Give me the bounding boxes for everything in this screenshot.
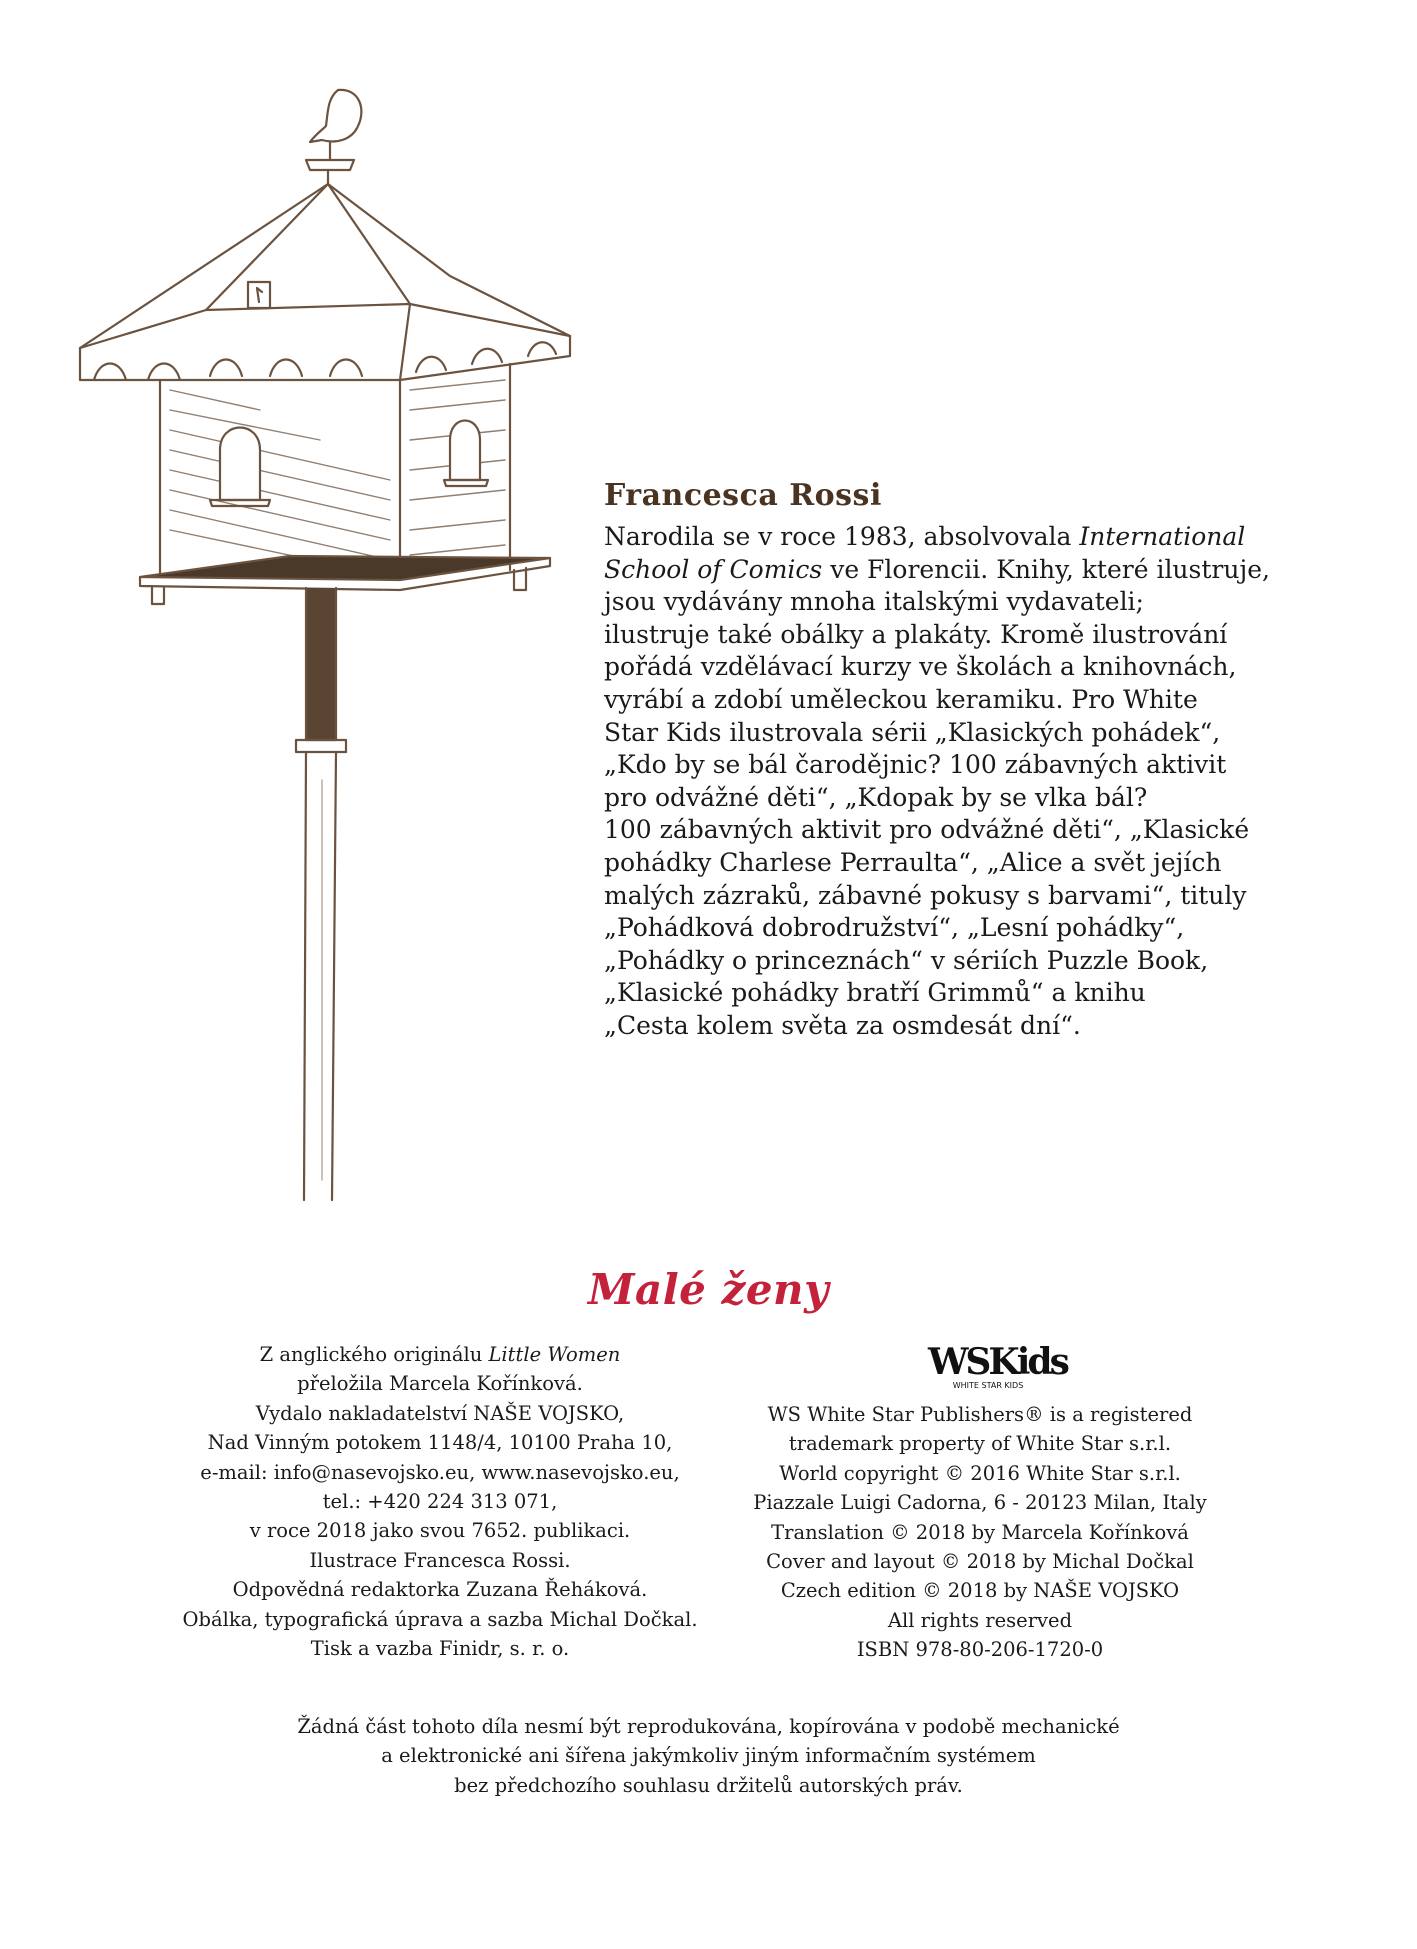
bio-line [604, 521, 1244, 554]
bio-text-segment: pohádky Charlese Perraulta“, „Alice a svět jejích [604, 847, 1222, 877]
bio-line [604, 684, 1244, 717]
bio-text-segment: ilustruje také obálky a plakáty. Kromě ilustrování [604, 619, 1228, 649]
bio-line [604, 880, 1247, 913]
colophon-line: Tisk a vazba Finidr, s. r. o. [310, 1637, 570, 1661]
notice-line: bez předchozího souhlasu držitelů autorských práv. [454, 1773, 963, 1797]
colophon-line: Obálka, typografická úprava a sazba Michal Dočkal. [182, 1607, 698, 1631]
colophon-line: v roce 2018 jako svou 7652. publikaci. [249, 1519, 631, 1543]
bio-text-segment: Star Kids ilustrovala sérii „Klasických pohádek“, [604, 717, 1221, 747]
author-name: Francesca Rossi [604, 478, 882, 513]
bio-text-segment: ve Florencii. Knihy, které ilustruje, [822, 554, 1270, 584]
colophon-line: World copyright © 2016 White Star s.r.l. [779, 1461, 1181, 1485]
bio-text-segment: jsou vydávány mnoha italskými vydavateli; [604, 587, 1144, 617]
colophon-line: přeložila Marcela Kořínková. [297, 1372, 583, 1396]
colophon-line: trademark property of White Star s.r.l. [788, 1432, 1172, 1456]
colophon-line: Cover and layout © 2018 by Michal Dočkal [766, 1550, 1194, 1574]
colophon-line: e-mail: info@nasevojsko.eu, www.nasevojsko.eu, [200, 1460, 680, 1484]
colophon-line: Vydalo nakladatelství NAŠE VOJSKO, [255, 1401, 625, 1425]
bio-line [604, 586, 1244, 619]
colophon-line: Piazzale Luigi Cadorna, 6 - 20123 Milan, Italy [753, 1491, 1207, 1515]
bio-text-segment: 100 zábavných aktivit pro odvážné děti“, „Klasické [604, 815, 1250, 845]
colophon-line: Nad Vinným potokem 1148/4, 10100 Praha 10, [207, 1431, 673, 1455]
colophon-line: Odpovědná redaktorka Zuzana Řeháková. [232, 1578, 648, 1602]
colophon-international [720, 1400, 1240, 1665]
bio-line [604, 554, 1270, 587]
ws-kids-logo-icon [928, 1338, 1067, 1390]
birdhouse-illustration-icon [60, 80, 580, 1210]
notice-line: Žádná část tohoto díla nesmí být reprodukována, kopírována v podobě mechanické [297, 1715, 1120, 1738]
original-title-prefix: Z anglického originálu [259, 1343, 489, 1366]
bio-text-segment: „Pohádková dobrodružství“, „Lesní pohádky“, [604, 913, 1185, 943]
colophon-line: Ilustrace Francesca Rossi. [309, 1548, 571, 1572]
colophon-line: tel.: +420 224 313 071, [322, 1490, 558, 1514]
bio-line [604, 912, 1244, 945]
bio-text-segment: Narodila se v roce 1983, absolvovala [604, 522, 1080, 551]
bio-line [604, 945, 1244, 978]
copyright-notice [0, 1712, 1417, 1800]
logo-main-text: WSKids [928, 1341, 1067, 1383]
bio-text-segment: pro odvážné děti“, „Kdopak by se vlka bál? [604, 782, 1148, 812]
colophon-czech [180, 1340, 700, 1663]
author-bio [604, 478, 1270, 1043]
bio-line [604, 782, 1244, 815]
colophon-line: Translation © 2018 by Marcela Kořínková [771, 1520, 1189, 1544]
bio-line [604, 619, 1244, 652]
author-bio-text [604, 521, 1270, 1043]
bio-text-segment: „Kdo by se bál čarodějnic? 100 zábavných aktivit [604, 750, 1227, 780]
bio-line [604, 977, 1244, 1010]
bio-line [604, 717, 1244, 750]
bio-line [604, 1010, 1244, 1043]
bio-text-segment: malých zázraků, zábavné pokusy s barvami“, tituly [604, 880, 1247, 910]
bio-line [604, 847, 1244, 880]
logo-sub-text: WHITE STAR KIDS [952, 1381, 1024, 1390]
bio-text-segment: vyrábí a zdobí uměleckou keramiku. Pro White [604, 684, 1198, 714]
bio-line [604, 749, 1244, 782]
bio-text-segment: „Pohádky o princeznách“ v sériích Puzzle Book, [604, 945, 1209, 975]
bio-italic-text: International [1079, 522, 1246, 551]
colophon-isbn: ISBN 978-80-206-1720-0 [856, 1638, 1104, 1662]
bio-italic-text: School of Comics [604, 554, 823, 584]
colophon-line: All rights reserved [887, 1608, 1073, 1632]
bio-text-segment: „Klasické pohádky bratří Grimmů“ a knihu [604, 978, 1146, 1008]
colophon-line [180, 1340, 700, 1369]
notice-line: a elektronické ani šířena jakýmkoliv jiným informačním systémem [381, 1744, 1036, 1768]
original-title: Little Women [488, 1343, 621, 1366]
bio-text-segment: pořádá vzdělávací kurzy ve školách a knihovnách, [604, 652, 1237, 682]
bio-line [604, 651, 1244, 684]
bio-line [604, 814, 1250, 847]
colophon-line: Czech edition © 2018 by NAŠE VOJSKO [780, 1579, 1180, 1603]
bio-text-segment: „Cesta kolem světa za osmdesát dní“. [604, 1010, 1081, 1040]
book-title: Malé ženy [587, 1265, 830, 1314]
colophon-line: WS White Star Publishers® is a registered [767, 1403, 1193, 1426]
